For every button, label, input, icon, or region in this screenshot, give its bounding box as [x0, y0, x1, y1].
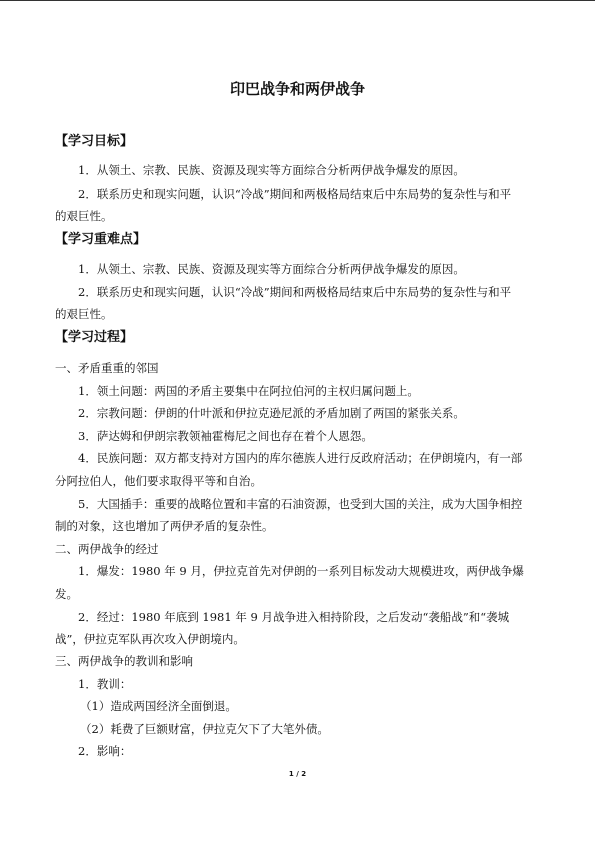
key-points-item-2-line-1: 2．联系历史和现实问题，认识“冷战”期间和两极格局结束后中东局势的复杂性与和平 — [78, 285, 512, 299]
part1-point-4-line-2: 分阿拉伯人，他们要求取得平等和自治。 — [55, 474, 262, 488]
section-heading-key-points: 【学习重难点】 — [55, 232, 147, 247]
part1-point-3: 3．萨达姆和伊朗宗教领袖霍梅尼之间也存在着个人恩怨。 — [78, 429, 373, 443]
section-heading-process: 【学习过程】 — [55, 330, 134, 345]
part2-heading: 二、两伊战争的经过 — [55, 542, 159, 556]
part3-heading: 三、两伊战争的教训和影响 — [55, 654, 193, 668]
part1-point-5-line-1: 5．大国插手：重要的战略位置和丰富的石油资源，也受到大国的关注，成为大国争相控 — [78, 497, 523, 511]
section-heading-goals: 【学习目标】 — [55, 134, 134, 149]
page-title: 印巴战争和两伊战争 — [229, 80, 365, 98]
goals-item-1: 1．从领土、宗教、民族、资源及现实等方面综合分析两伊战争爆发的原因。 — [78, 163, 465, 177]
part2-point-2-line-1: 2．经过：1980 年底到 1981 年 9 月战争进入相持阶段，之后发动“袭船战”和“袭城 — [78, 610, 510, 624]
part2-point-1-line-2: 发。 — [55, 587, 78, 601]
part1-point-1: 1．领土问题：两国的矛盾主要集中在阿拉伯河的主权归属问题上。 — [78, 384, 419, 398]
part3-point-1-sub-2: （2）耗费了巨额财富，伊拉克欠下了大笔外债。 — [80, 722, 329, 736]
part1-point-4-line-1: 4．民族问题：双方都支持对方国内的库尔德族人进行反政府活动；在伊朗境内，有一部 — [78, 451, 523, 465]
part3-point-1-sub-1: （1）造成两国经济全面倒退。 — [80, 699, 237, 713]
part3-point-1: 1．教训： — [78, 677, 132, 691]
part1-point-5-line-2: 制的对象，这也增加了两伊矛盾的复杂性。 — [55, 519, 274, 533]
goals-item-2-line-1: 2．联系历史和现实问题，认识“冷战”期间和两极格局结束后中东局势的复杂性与和平 — [78, 187, 512, 201]
goals-item-2-line-2: 的艰巨性。 — [55, 209, 113, 223]
part1-point-2: 2．宗教问题：伊朗的什叶派和伊拉克逊尼派的矛盾加剧了两国的紧张关系。 — [78, 406, 465, 420]
key-points-item-1: 1．从领土、宗教、民族、资源及现实等方面综合分析两伊战争爆发的原因。 — [78, 262, 465, 276]
part3-point-2: 2．影响： — [78, 744, 132, 758]
part2-point-1-line-1: 1．爆发：1980 年 9 月，伊拉克首先对伊朗的一系列目标发动大规模进攻，两伊战争爆 — [78, 564, 524, 578]
top-rule — [0, 0, 595, 1]
key-points-item-2-line-2: 的艰巨性。 — [55, 307, 113, 321]
part1-heading: 一、矛盾重重的邻国 — [55, 361, 159, 375]
part2-point-2-line-2: 战”，伊拉克军队再次攻入伊朗境内。 — [55, 632, 245, 646]
page-number: 1 / 2 — [288, 770, 307, 778]
